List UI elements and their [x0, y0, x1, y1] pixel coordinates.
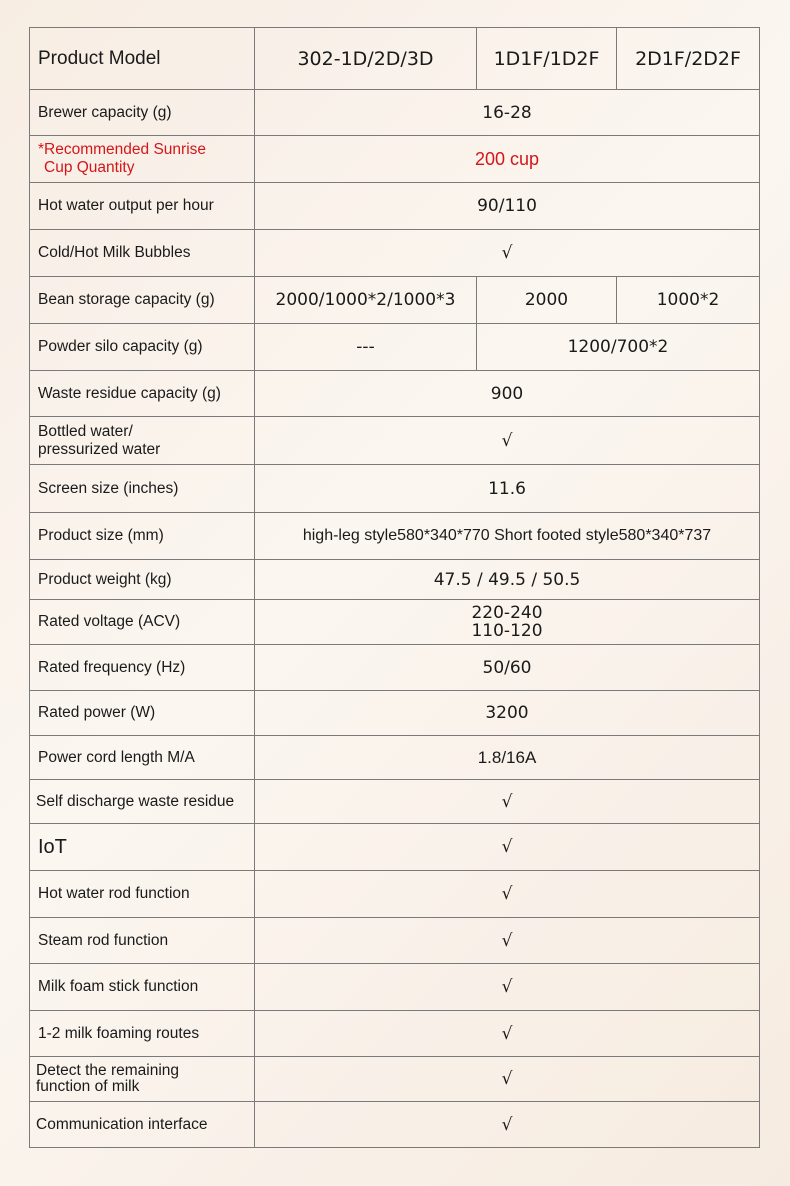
check-mark: √: [255, 1057, 760, 1102]
row-label: Milk foam stick function: [30, 964, 255, 1011]
label-line-1: Bottled water/: [38, 422, 133, 440]
check-mark: √: [255, 964, 760, 1011]
table-row: [30, 1011, 760, 1057]
row-value: 2000/1000*2/1000*3: [255, 277, 477, 324]
row-value: 50/60: [255, 645, 760, 691]
row-label: Screen size (inches): [30, 465, 255, 513]
table-row: [30, 183, 760, 230]
table-row: [30, 465, 760, 513]
row-value: high-leg style580*340*770 Short footed style580*340*737: [255, 513, 760, 560]
row-label: Rated voltage (ACV): [30, 600, 255, 645]
table-row: [30, 600, 760, 645]
row-value: [255, 600, 760, 645]
table-row: [30, 136, 760, 183]
row-label: Product size (mm): [30, 513, 255, 560]
check-mark: √: [255, 1102, 760, 1148]
table-row: [30, 691, 760, 736]
row-label: [30, 1057, 255, 1102]
table-row: [30, 417, 760, 465]
check-mark: √: [255, 417, 760, 465]
table-row: [30, 1057, 760, 1102]
model-1: 302-1D/2D/3D: [255, 28, 477, 90]
row-label: Hot water output per hour: [30, 183, 255, 230]
row-value: 2000: [477, 277, 617, 324]
row-label: [30, 417, 255, 465]
row-value: ---: [255, 324, 477, 371]
table-row: [30, 736, 760, 780]
row-value: 1.8/16A: [255, 736, 760, 780]
table-row: [30, 513, 760, 560]
table-row: [30, 964, 760, 1011]
table-row: [30, 780, 760, 824]
header-row: [30, 28, 760, 90]
row-value: 16-28: [255, 90, 760, 136]
table-row: [30, 90, 760, 136]
row-label: [30, 136, 255, 183]
row-value: 11.6: [255, 465, 760, 513]
check-mark: √: [255, 871, 760, 918]
row-label: Communication interface: [30, 1102, 255, 1148]
row-value: 47.5 / 49.5 / 50.5: [255, 560, 760, 600]
label-line-2: pressurized water: [38, 440, 161, 458]
label-line-2: function of milk: [36, 1078, 140, 1095]
row-label: Hot water rod function: [30, 871, 255, 918]
row-value: 1200/700*2: [477, 324, 760, 371]
table-row: [30, 324, 760, 371]
row-label: Steam rod function: [30, 918, 255, 964]
label-line-1: Detect the remaining: [36, 1062, 180, 1079]
check-mark: √: [255, 780, 760, 824]
table-row: [30, 371, 760, 417]
row-value: 1000*2: [617, 277, 760, 324]
label-line-1: *Recommended Sunrise: [38, 141, 207, 158]
row-value: 90/110: [255, 183, 760, 230]
row-label: Rated power (W): [30, 691, 255, 736]
table-row: [30, 871, 760, 918]
label-line-2: Cup Quantity: [44, 159, 135, 176]
spec-table: [29, 27, 760, 1148]
table-row: [30, 645, 760, 691]
check-mark: √: [255, 824, 760, 871]
row-label: Bean storage capacity (g): [30, 277, 255, 324]
row-label: Brewer capacity (g): [30, 90, 255, 136]
row-value: 3200: [255, 691, 760, 736]
check-mark: √: [255, 230, 760, 277]
value-line-2: 110-120: [471, 621, 543, 641]
row-label: Waste residue capacity (g): [30, 371, 255, 417]
check-mark: √: [255, 918, 760, 964]
table-row: [30, 824, 760, 871]
check-mark: √: [255, 1011, 760, 1057]
row-label: Cold/Hot Milk Bubbles: [30, 230, 255, 277]
row-label: Powder silo capacity (g): [30, 324, 255, 371]
row-label: 1-2 milk foaming routes: [30, 1011, 255, 1057]
row-label: Product weight (kg): [30, 560, 255, 600]
table-row: [30, 277, 760, 324]
row-label: IoT: [30, 824, 255, 871]
model-2: 1D1F/1D2F: [477, 28, 617, 90]
model-3: 2D1F/2D2F: [617, 28, 760, 90]
row-value: 200 cup: [255, 136, 760, 183]
table-row: [30, 230, 760, 277]
row-label: Rated frequency (Hz): [30, 645, 255, 691]
table-row: [30, 1102, 760, 1148]
row-label: Power cord length M/A: [30, 736, 255, 780]
table-row: [30, 918, 760, 964]
table-row: [30, 560, 760, 600]
row-value: 900: [255, 371, 760, 417]
row-label: Self discharge waste residue: [30, 780, 255, 824]
value-line-1: 220-240: [471, 603, 543, 623]
header-label: Product Model: [30, 28, 255, 90]
